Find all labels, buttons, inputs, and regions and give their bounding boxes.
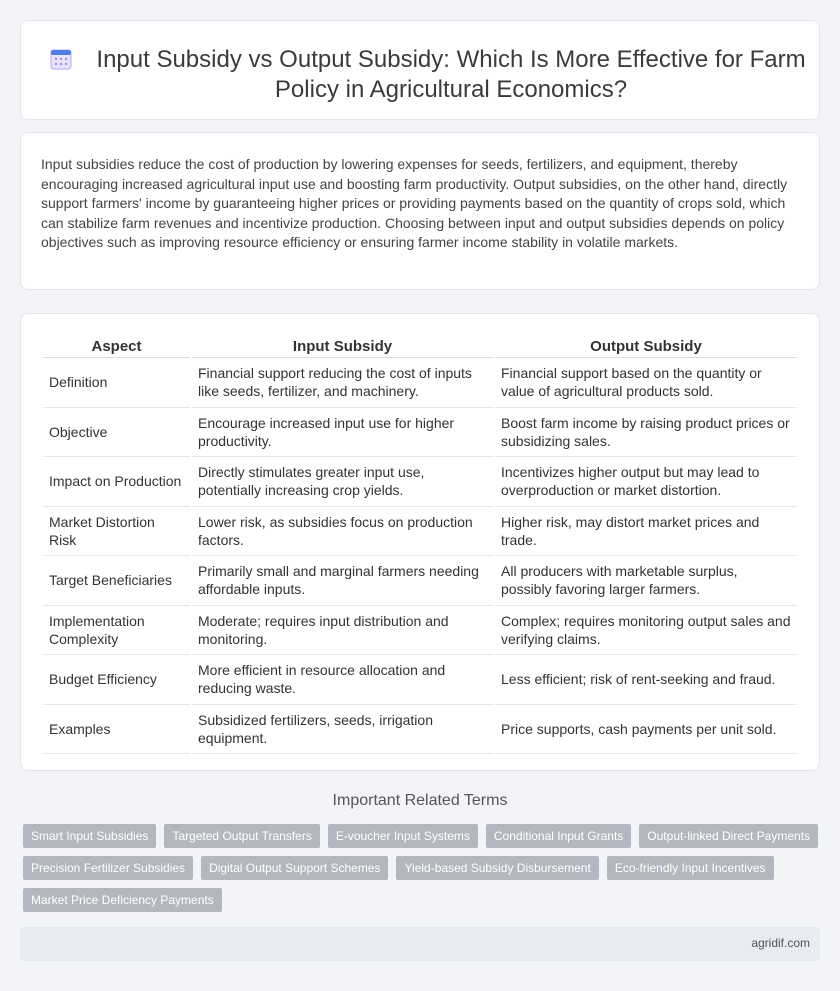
intro-card (20, 132, 820, 290)
row-input-value: Financial support reducing the cost of inputs like seeds, fertilizer, and machinery. (192, 358, 493, 408)
header-output-subsidy: Output Subsidy (495, 334, 797, 358)
row-aspect: Market Distortion Risk (43, 507, 190, 557)
row-aspect: Budget Efficiency (43, 655, 190, 705)
row-output-value: Boost farm income by raising product prices or subsidizing sales. (495, 408, 797, 458)
related-term-tag[interactable]: Targeted Output Transfers (164, 824, 319, 848)
calendar-icon (48, 46, 74, 72)
related-term-tag[interactable]: E-voucher Input Systems (328, 824, 478, 848)
related-term-tag[interactable]: Conditional Input Grants (486, 824, 631, 848)
table-row (43, 457, 797, 507)
row-output-value: Incentivizes higher output but may lead to overproduction or market distortion. (495, 457, 797, 507)
row-input-value: Subsidized fertilizers, seeds, irrigation equipment. (192, 705, 493, 755)
row-input-value: Primarily small and marginal farmers needing affordable inputs. (192, 556, 493, 606)
table-row (43, 507, 797, 557)
table-row (43, 655, 797, 705)
row-output-value: Less efficient; risk of rent-seeking and fraud. (495, 655, 797, 705)
row-output-value: Financial support based on the quantity or value of agricultural products sold. (495, 358, 797, 408)
comparison-table-card (20, 313, 820, 771)
row-output-value: All producers with marketable surplus, possibly favoring larger farmers. (495, 556, 797, 606)
footer-site-link[interactable]: agridif.com (751, 936, 810, 950)
row-aspect: Objective (43, 408, 190, 458)
related-term-tag[interactable]: Smart Input Subsidies (23, 824, 156, 848)
table-row (43, 358, 797, 408)
related-term-tag[interactable]: Yield-based Subsidy Disbursement (396, 856, 598, 880)
header-card (20, 20, 820, 120)
table-header-row (43, 334, 797, 358)
table-row (43, 606, 797, 656)
row-input-value: Lower risk, as subsidies focus on production factors. (192, 507, 493, 557)
page-title: Input Subsidy vs Output Subsidy: Which Is More Effective for Farm Policy in Agricultural Economics? (96, 46, 806, 103)
related-terms-title: Important Related Terms (332, 792, 508, 809)
footer (20, 927, 820, 961)
related-term-tag[interactable]: Eco-friendly Input Incentives (607, 856, 774, 880)
intro-paragraph: Input subsidies reduce the cost of production by lowering expenses for seeds, fertilizers, and equipment, thereby encouraging increased agricultural input use and boosting farm productivity. Output subsidies, on the other hand, directly support farmers' income by guaranteeing higher prices or providing payments based on the quantity of crops sold, which can stabilize farm revenues and incentivize production. Choosing between input and output subsidies depends on policy objectives such as improving resource efficiency or ensuring farmer income stability in volatile markets. (41, 156, 788, 251)
related-term-tag[interactable]: Market Price Deficiency Payments (23, 888, 222, 912)
row-input-value: More efficient in resource allocation and reducing waste. (192, 655, 493, 705)
related-term-tag[interactable]: Digital Output Support Schemes (201, 856, 388, 880)
related-term-tag[interactable]: Output-linked Direct Payments (639, 824, 818, 848)
related-term-tag[interactable]: Precision Fertilizer Subsidies (23, 856, 193, 880)
row-output-value: Higher risk, may distort market prices and trade. (495, 507, 797, 557)
table-row (43, 408, 797, 458)
header-aspect: Aspect (43, 334, 190, 358)
row-aspect: Definition (43, 358, 190, 408)
row-output-value: Complex; requires monitoring output sales and verifying claims. (495, 606, 797, 656)
comparison-table (41, 334, 799, 754)
row-input-value: Directly stimulates greater input use, potentially increasing crop yields. (192, 457, 493, 507)
related-terms-list (23, 824, 823, 912)
row-aspect: Implementation Complexity (43, 606, 190, 656)
row-output-value: Price supports, cash payments per unit sold. (495, 705, 797, 755)
row-input-value: Encourage increased input use for higher productivity. (192, 408, 493, 458)
row-aspect: Impact on Production (43, 457, 190, 507)
header-input-subsidy: Input Subsidy (192, 334, 493, 358)
row-aspect: Examples (43, 705, 190, 755)
table-row (43, 556, 797, 606)
table-row (43, 705, 797, 755)
row-input-value: Moderate; requires input distribution and monitoring. (192, 606, 493, 656)
row-aspect: Target Beneficiaries (43, 556, 190, 606)
